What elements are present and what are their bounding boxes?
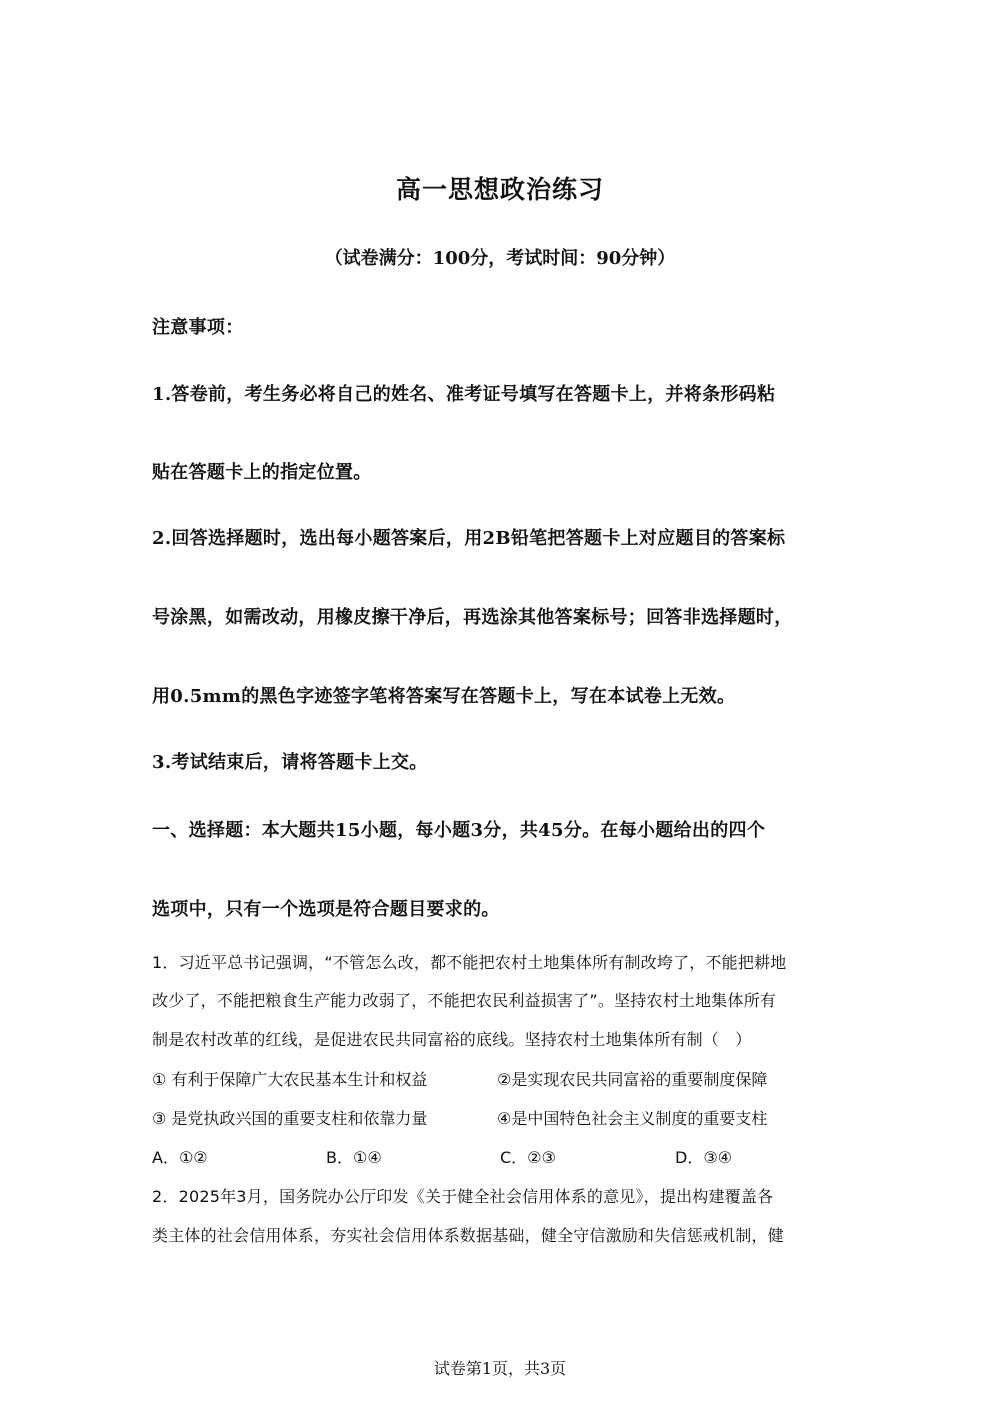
section-heading: 一、选择题：本大题共15小题，每小题3分，共45分。在每小题给出的四个 [152,820,766,841]
notes-line: 贴在答题卡上的指定位置。 [152,462,372,483]
question-1-text: 1．习近平总书记强调，“不管怎么改，都不能把农村土地集体所有制改垮了，不能把耕地 [152,953,787,972]
exam-info: （试卷满分：100分，考试时间：90分钟） [324,248,676,269]
question-1-option-a: A．①② [152,1148,208,1167]
notes-line: 1.答卷前，考生务必将自己的姓名、准考证号填写在答题卡上，并将条形码粘 [152,384,776,405]
question-1-statement: ②是实现农民共同富裕的重要制度保障 [497,1070,768,1089]
question-1-text: 制是农村改革的红线，是促进农民共同富裕的底线。坚持农村土地集体所有制（ ） [152,1030,752,1049]
page-title: 高一思想政治练习 [395,175,604,204]
notes-heading: 注意事项： [152,317,244,338]
question-2-text: 2．2025年3月，国务院办公厅印发《关于健全社会信用体系的意见》，提出构建覆盖各 [152,1187,774,1206]
notes-line: 用0.5mm的黑色字迹签字笔将答案写在答题卡上，写在本试卷上无效。 [152,686,736,707]
notes-line: 2.回答选择题时，选出每小题答案后，用2B铅笔把答题卡上对应题目的答案标 [152,528,786,549]
question-1-option-c: C．②③ [500,1148,556,1167]
question-1-statement: ① 有利于保障广大农民基本生计和权益 [152,1070,428,1089]
question-1-text: 改少了，不能把粮食生产能力改弱了，不能把农民利益损害了”。坚持农村土地集体所有 [152,991,777,1010]
question-2-text: 类主体的社会信用体系，夯实社会信用体系数据基础，健全守信激励和失信惩戒机制，健 [152,1226,784,1245]
question-1-statement: ③ 是党执政兴国的重要支柱和依靠力量 [152,1109,428,1128]
notes-line: 号涂黑，如需改动，用橡皮擦干净后，再选涂其他答案标号；回答非选择题时， [152,607,793,628]
question-1-option-b: B．①④ [326,1148,382,1167]
question-1-option-d: D．③④ [675,1148,733,1167]
notes-line: 3.考试结束后，请将答题卡上交。 [152,752,428,773]
section-heading: 选项中，只有一个选项是符合题目要求的。 [152,899,500,920]
question-1-statement: ④是中国特色社会主义制度的重要支柱 [497,1109,768,1128]
page-footer: 试卷第1页，共3页 [433,1359,567,1378]
